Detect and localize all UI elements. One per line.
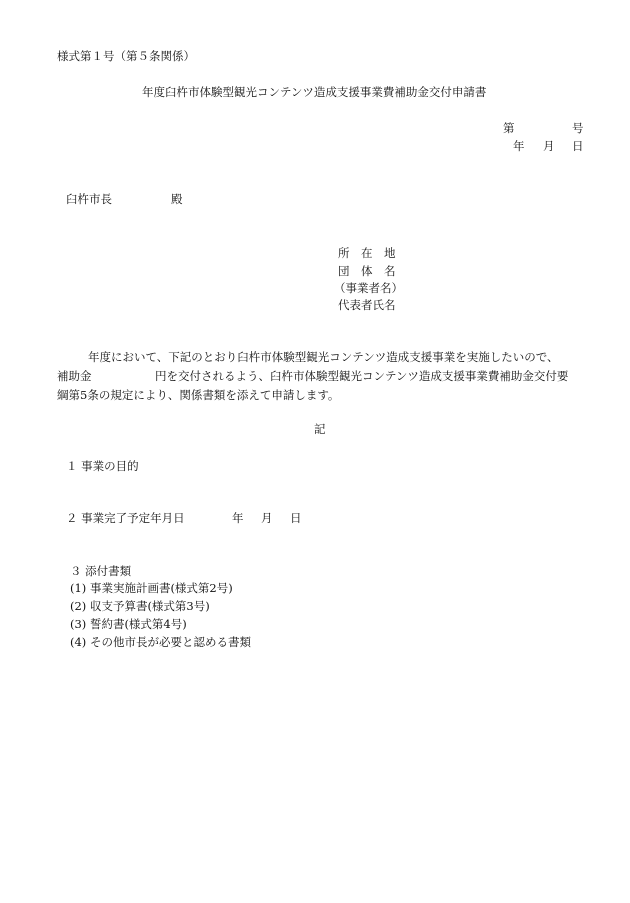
attachment-item: (3) 誓約書(様式第4号): [70, 617, 187, 631]
body-line-1: 年度において、下記のとおり臼杵市体験型観光コンテンツ造成支援事業を実施したいので、: [88, 350, 559, 364]
item-1-purpose: １ 事業の目的: [66, 459, 139, 473]
item-2-month: 月: [261, 511, 273, 525]
attachment-item: (1) 事業実施計画書(様式第2号): [70, 581, 233, 595]
representative-label: 代表者氏名: [338, 298, 396, 312]
doc-no-go: 号: [572, 121, 584, 135]
body-line-2-subsidy: 補助金: [57, 369, 92, 383]
addressee-name: 臼杵市長: [66, 192, 112, 206]
ki-heading: 記: [314, 422, 326, 436]
application-body: [57, 348, 587, 405]
body-line-3: 綱第5条の規定により、関係書類を添えて申請します。: [57, 388, 340, 402]
addressee-honorific: 殿: [171, 192, 183, 206]
address-label: 所 在 地: [338, 246, 396, 260]
item-2-year: 年: [232, 511, 244, 525]
item-2-day: 日: [290, 511, 302, 525]
body-line-2: [57, 367, 587, 386]
business-name-label: （事業者名）: [334, 281, 403, 295]
date-month: 月: [543, 139, 555, 153]
date-day: 日: [572, 139, 584, 153]
form-number: 様式第１号（第５条関係）: [57, 49, 195, 63]
document-title: 年度臼杵市体験型観光コンテンツ造成支援事業費補助金交付申請書: [142, 85, 487, 99]
attachment-item: (4) その他市長が必要と認める書類: [70, 635, 251, 649]
org-name-label: 団 体 名: [338, 264, 396, 278]
body-line-2-rest: 円を交付されるよう、臼杵市体験型観光コンテンツ造成支援事業費補助金交付要: [155, 369, 569, 383]
item-3-attachments: ３ 添付書類: [70, 564, 132, 578]
attachment-item: (2) 収支予算書(様式第3号): [70, 599, 210, 613]
date-year: 年: [513, 139, 525, 153]
doc-no-dai: 第: [503, 121, 515, 135]
item-2-completion-date: ２ 事業完了予定年月日: [66, 511, 185, 525]
